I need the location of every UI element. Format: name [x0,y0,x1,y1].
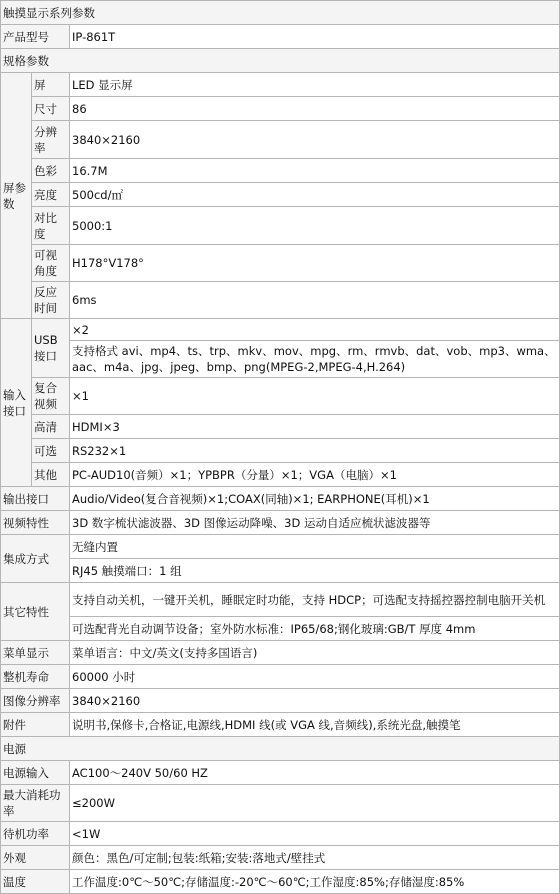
table-row [1,846,560,870]
output-label: 输出接口 [1,487,70,511]
video-label: 视频特性 [1,511,70,535]
appearance-label: 外观 [1,846,70,870]
input-value: HDMI×3 [70,415,560,439]
standby-label: 待机功率 [1,822,70,846]
table-row [1,487,560,511]
table-row [1,25,560,49]
input-value: ×1 [70,378,560,415]
max-power-value: ≤200W [70,785,560,822]
power-input-value: AC100～240V 50/60 HZ [70,761,560,785]
screen-key: 分辨率 [32,121,70,159]
accessories-value: 说明书,保修卡,合格证,电源线,HDMI 线(或 VGA 线,音频线),系统光盘,触摸笔 [70,713,560,737]
integration-value: 无缝内置 [70,535,560,559]
section-row [1,49,560,73]
table-row [1,785,560,822]
screen-key: 屏 [32,73,70,97]
max-power-label: 最大消耗功率 [1,785,70,822]
appearance-value: 颜色：黑色/可定制;包装:纸箱;安装:落地式/壁挂式 [70,846,560,870]
table-row [1,689,560,713]
video-value: 3D 数字梳状滤波器、3D 图像运动降噪、3D 运动自适应梳状滤波器等 [70,511,560,535]
table-row [1,463,560,487]
table-row [1,121,560,159]
temperature-label: 温度 [1,870,70,894]
integration-label: 集成方式 [1,535,70,583]
table-row [1,183,560,207]
image-res-value: 3840×2160 [70,689,560,713]
screen-key: 尺寸 [32,97,70,121]
screen-value: 3840×2160 [70,121,560,159]
table-row [1,378,560,415]
output-value: Audio/Video(复合音视频)×1;COAX(同轴)×1; EARPHONE(耳机)×1 [70,487,560,511]
screen-key: 反应时间 [32,282,70,319]
table-row [1,535,560,559]
table-row [1,319,560,341]
table-row [1,97,560,121]
menu-value: 菜单语言：中文/英文(支持多国语言) [70,641,560,665]
integration-value: RJ45 触摸端口：1 组 [70,559,560,583]
screen-value: H178°V178° [70,245,560,282]
table-row [1,439,560,463]
table-row [1,641,560,665]
image-res-label: 图像分辨率 [1,689,70,713]
other-value: 支持自动关机，一键开关机，睡眠定时功能，支持 HDCP；可选配支持摇控器控制电脑开关机 [70,583,560,617]
table-title: 触摸显示系列参数 [1,1,560,25]
screen-group-label: 屏参数 [1,73,32,319]
screen-value: 5000:1 [70,207,560,245]
screen-value: 6ms [70,282,560,319]
table-row [1,822,560,846]
screen-key: 可视角度 [32,245,70,282]
input-key: 复合视频 [32,378,70,415]
spec-header: 规格参数 [1,49,560,73]
input-value: RS232×1 [70,439,560,463]
table-row [1,341,560,378]
screen-key: 对比度 [32,207,70,245]
screen-key: 色彩 [32,159,70,183]
usb-formats: 支持格式 avi、mp4、ts、trp、mkv、mov、mpg、rm、rmvb、dat、vob、mp3、wma、aac、m4a、jpg、jpeg、bmp、png(MPEG-2,MPEG-4,H.264) [70,341,560,378]
table-row [1,245,560,282]
table-row [1,870,560,894]
table-row [1,559,560,583]
menu-label: 菜单显示 [1,641,70,665]
table-row [1,207,560,245]
usb-count: ×2 [70,319,560,341]
other-value: 可选配背光自动调节设备；室外防水标准：IP65/68;钢化玻璃:GB/T 厚度 4mm [70,617,560,641]
standby-value: <1W [70,822,560,846]
table-row [1,761,560,785]
power-input-label: 电源输入 [1,761,70,785]
table-row [1,415,560,439]
table-row [1,583,560,617]
screen-value: 16.7M [70,159,560,183]
screen-value: 500cd/㎡ [70,183,560,207]
input-key: 高清 [32,415,70,439]
input-group-label: 输入接口 [1,319,32,487]
table-row [1,511,560,535]
input-key: 其他 [32,463,70,487]
table-row [1,665,560,689]
life-value: 60000 小时 [70,665,560,689]
power-header: 电源 [1,737,560,761]
other-label: 其它特性 [1,583,70,641]
table-row [1,282,560,319]
section-row [1,737,560,761]
life-label: 整机寿命 [1,665,70,689]
table-row [1,617,560,641]
title-row [1,1,560,25]
input-value: PC-AUD10(音频）×1；YPBPR（分量）×1；VGA（电脑）×1 [70,463,560,487]
screen-value: LED 显示屏 [70,73,560,97]
product-model-label: 产品型号 [1,25,70,49]
accessories-label: 附件 [1,713,70,737]
input-key: 可选 [32,439,70,463]
screen-key: 亮度 [32,183,70,207]
temperature-value: 工作温度:0℃～50℃;存储温度:-20℃～60℃;工作湿度:85%;存储湿度:85% [70,870,560,894]
usb-key: USB 接口 [32,319,70,378]
table-row [1,159,560,183]
table-row [1,713,560,737]
screen-value: 86 [70,97,560,121]
table-row [1,73,560,97]
product-model-value: IP-861T [70,25,560,49]
